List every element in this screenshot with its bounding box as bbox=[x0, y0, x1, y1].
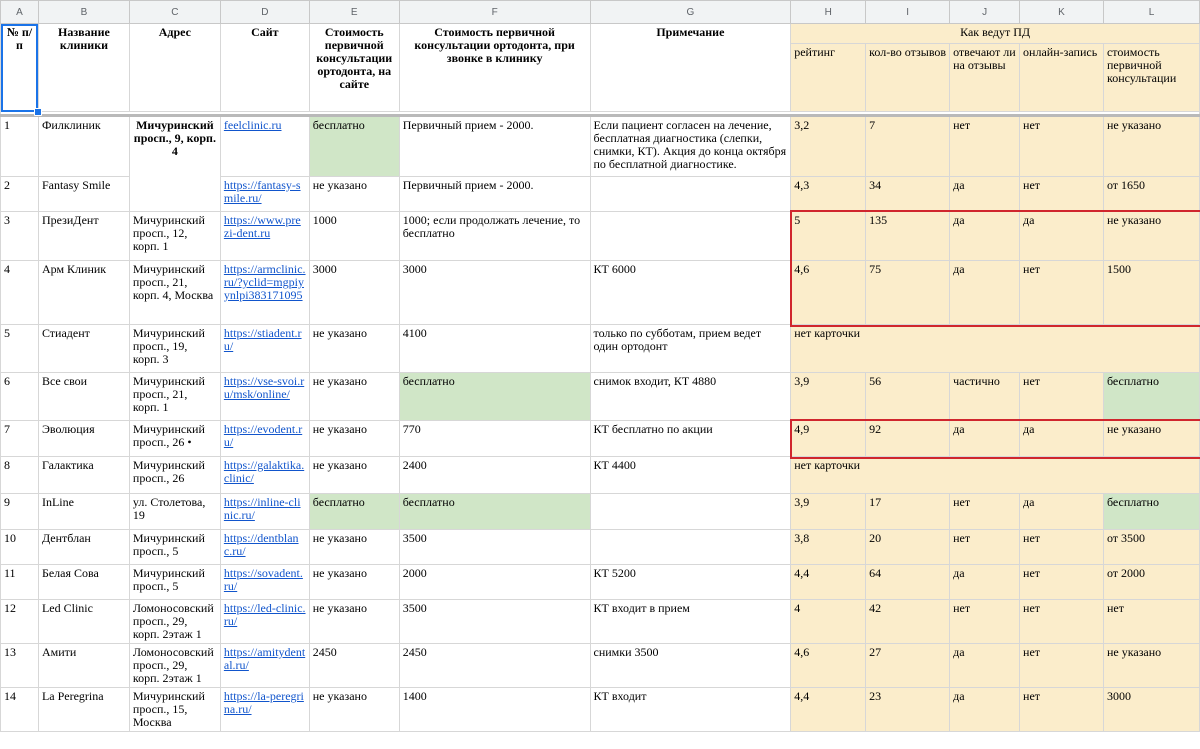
cell-rating[interactable]: 5 bbox=[791, 212, 866, 261]
cell-price-call[interactable]: Первичный прием - 2000. bbox=[399, 177, 590, 212]
site-link[interactable]: https://dentblanc.ru/ bbox=[223, 531, 299, 558]
cell-name[interactable]: Белая Сова bbox=[38, 565, 129, 600]
cell-rating[interactable]: 3,2 bbox=[791, 116, 866, 177]
header-group[interactable]: Как ведут ПД bbox=[791, 24, 1200, 44]
cell-answers[interactable]: нет bbox=[950, 600, 1020, 644]
header-name[interactable]: Название клиники bbox=[38, 24, 129, 112]
cell-site[interactable] bbox=[220, 457, 309, 494]
table-row bbox=[1, 325, 1200, 373]
cell-answers[interactable]: да bbox=[950, 261, 1020, 325]
cell-address[interactable]: Ломоносовский просп., 29, корп. 2этаж 1 bbox=[129, 600, 220, 644]
cell-answers[interactable]: да bbox=[950, 688, 1020, 732]
table-row bbox=[1, 688, 1200, 732]
column-header-b[interactable]: B bbox=[38, 1, 129, 24]
cell-note[interactable] bbox=[590, 212, 791, 261]
site-link[interactable]: feelclinic.ru bbox=[223, 118, 282, 132]
highlight-box-rows-3-4 bbox=[790, 210, 1200, 327]
cell-online[interactable]: нет bbox=[1020, 688, 1104, 732]
cell-answers[interactable]: да bbox=[950, 177, 1020, 212]
cell-reviews[interactable]: 75 bbox=[866, 261, 950, 325]
header-row bbox=[1, 24, 1200, 44]
cell-online[interactable]: да bbox=[1020, 212, 1104, 261]
cell-online[interactable]: да bbox=[1020, 494, 1104, 530]
cell-num[interactable]: 4 bbox=[1, 261, 39, 325]
cell-answers[interactable]: нет bbox=[950, 116, 1020, 177]
cell-note[interactable]: КТ 4400 bbox=[590, 457, 791, 494]
site-link[interactable]: https://armclinic.ru/?yclid=mgpiyynlpi383171095 bbox=[223, 262, 306, 302]
header-address[interactable]: Адрес bbox=[129, 24, 220, 112]
cell-name[interactable]: Эволюция bbox=[38, 421, 129, 457]
cell-address[interactable]: ул. Столетова, 19 bbox=[129, 494, 220, 530]
cell-address[interactable]: Мичуринский просп., 9, корп. 4 bbox=[129, 116, 220, 212]
cell-answers[interactable]: да bbox=[950, 644, 1020, 688]
cell-cost[interactable]: бесплатно bbox=[1103, 373, 1199, 421]
cell-answers[interactable]: да bbox=[950, 421, 1020, 457]
cell-reviews[interactable]: 56 bbox=[866, 373, 950, 421]
cell-price-call[interactable]: 1400 bbox=[399, 688, 590, 732]
cell-address[interactable]: Мичуринский просп., 15, Москва bbox=[129, 688, 220, 732]
cell-price-site[interactable]: 3000 bbox=[309, 261, 399, 325]
cell-name[interactable]: Led Clinic bbox=[38, 600, 129, 644]
cell-name[interactable]: ПрезиДент bbox=[38, 212, 129, 261]
cell-note[interactable]: Если пациент согласен на лечение, бесплатная диагностика (слепки, снимки, КТ). Акция до конца октября по бесплатной диагностике. bbox=[590, 116, 791, 177]
table-row bbox=[1, 373, 1200, 421]
cell-price-call[interactable]: бесплатно bbox=[399, 373, 590, 421]
cell-note[interactable]: снимок входит, КТ 4880 bbox=[590, 373, 791, 421]
site-link[interactable]: https://galaktika.clinic/ bbox=[223, 458, 305, 485]
cell-num[interactable]: 13 bbox=[1, 644, 39, 688]
table-row bbox=[1, 494, 1200, 530]
header-cost[interactable]: стоимость первичной консультации bbox=[1103, 44, 1199, 112]
cell-reviews[interactable]: 34 bbox=[866, 177, 950, 212]
cell-name[interactable]: InLine bbox=[38, 494, 129, 530]
cell-address[interactable]: Мичуринский просп., 26 • bbox=[129, 421, 220, 457]
selection-handle[interactable] bbox=[34, 108, 42, 116]
table-row bbox=[1, 116, 1200, 177]
cell-cost[interactable]: от 1650 bbox=[1103, 177, 1199, 212]
cell-rating[interactable]: 3,9 bbox=[791, 494, 866, 530]
cell-num[interactable]: 8 bbox=[1, 457, 39, 494]
cell-site[interactable] bbox=[220, 688, 309, 732]
cell-reviews[interactable]: 23 bbox=[866, 688, 950, 732]
cell-num[interactable]: 10 bbox=[1, 530, 39, 565]
cell-rating[interactable]: 3,8 bbox=[791, 530, 866, 565]
cell-num[interactable]: 1 bbox=[1, 116, 39, 177]
cell-online[interactable]: нет bbox=[1020, 530, 1104, 565]
cell-note[interactable]: КТ бесплатно по акции bbox=[590, 421, 791, 457]
cell-price-call[interactable]: 1000; если продолжать лечение, то бесплатно bbox=[399, 212, 590, 261]
site-link[interactable]: https://la-peregrina.ru/ bbox=[223, 689, 304, 716]
cell-name[interactable]: Все свои bbox=[38, 373, 129, 421]
cell-price-site[interactable]: не указано bbox=[309, 421, 399, 457]
cell-reviews[interactable]: 135 bbox=[866, 212, 950, 261]
cell-rating[interactable]: 4,6 bbox=[791, 261, 866, 325]
cell-rating[interactable]: 3,9 bbox=[791, 373, 866, 421]
cell-name[interactable]: Арм Клиник bbox=[38, 261, 129, 325]
cell-reviews[interactable]: 7 bbox=[866, 116, 950, 177]
cell-answers[interactable]: нет bbox=[950, 494, 1020, 530]
column-header-f[interactable]: F bbox=[399, 1, 590, 24]
cell-num[interactable]: 12 bbox=[1, 600, 39, 644]
cell-price-call[interactable]: 2450 bbox=[399, 644, 590, 688]
cell-site[interactable] bbox=[220, 530, 309, 565]
cell-reviews[interactable]: 42 bbox=[866, 600, 950, 644]
header-answers[interactable]: отвечают ли на отзывы bbox=[950, 44, 1020, 112]
cell-note[interactable]: только по субботам, прием ведет один ортодонт bbox=[590, 325, 791, 373]
column-header-l[interactable]: L bbox=[1103, 1, 1199, 24]
header-online[interactable]: онлайн-запись bbox=[1020, 44, 1104, 112]
cell-price-site[interactable]: не указано bbox=[309, 688, 399, 732]
column-header-a[interactable]: A bbox=[1, 1, 39, 24]
cell-num[interactable]: 14 bbox=[1, 688, 39, 732]
cell-site[interactable] bbox=[220, 373, 309, 421]
cell-note[interactable]: КТ входит bbox=[590, 688, 791, 732]
table-row bbox=[1, 457, 1200, 494]
cell-address[interactable]: Мичуринский просп., 5 bbox=[129, 565, 220, 600]
table-row bbox=[1, 565, 1200, 600]
cell-num[interactable]: 7 bbox=[1, 421, 39, 457]
cell-note[interactable]: КТ входит в прием bbox=[590, 600, 791, 644]
cell-cost[interactable]: не указано bbox=[1103, 116, 1199, 177]
header-rating[interactable]: рейтинг bbox=[791, 44, 866, 112]
cell-price-site[interactable]: не указано bbox=[309, 530, 399, 565]
cell-price-call[interactable]: бесплатно bbox=[399, 494, 590, 530]
site-link[interactable]: https://fantasy-smile.ru/ bbox=[223, 178, 301, 205]
cell-cost[interactable]: от 3500 bbox=[1103, 530, 1199, 565]
cell-name[interactable]: Филклиник bbox=[38, 116, 129, 177]
cell-num[interactable]: 5 bbox=[1, 325, 39, 373]
cell-site[interactable] bbox=[220, 494, 309, 530]
cell-price-site[interactable]: не указано bbox=[309, 325, 399, 373]
cell-no-card[interactable]: нет карточки bbox=[791, 325, 1200, 373]
cell-rating[interactable]: 4,4 bbox=[791, 565, 866, 600]
cell-reviews[interactable]: 20 bbox=[866, 530, 950, 565]
cell-address[interactable]: Ломоносовский просп., 29, корп. 2этаж 1 bbox=[129, 644, 220, 688]
column-header-h[interactable]: H bbox=[791, 1, 866, 24]
cell-price-site[interactable]: бесплатно bbox=[309, 116, 399, 177]
cell-online[interactable]: нет bbox=[1020, 373, 1104, 421]
site-link[interactable]: https://led-clinic.ru/ bbox=[223, 601, 306, 628]
cell-address[interactable]: Мичуринский просп., 5 bbox=[129, 530, 220, 565]
cell-address[interactable]: Мичуринский просп., 21, корп. 1 bbox=[129, 373, 220, 421]
cell-online[interactable]: нет bbox=[1020, 116, 1104, 177]
cell-address[interactable]: Мичуринский просп., 12, корп. 1 bbox=[129, 212, 220, 261]
cell-site[interactable] bbox=[220, 565, 309, 600]
site-link[interactable]: https://amitydental.ru/ bbox=[223, 645, 306, 672]
cell-rating[interactable]: 4,4 bbox=[791, 688, 866, 732]
cell-price-call[interactable]: 770 bbox=[399, 421, 590, 457]
cell-name[interactable]: Дентблан bbox=[38, 530, 129, 565]
header-site[interactable]: Сайт bbox=[220, 24, 309, 112]
cell-cost[interactable]: не указано bbox=[1103, 212, 1199, 261]
cell-num[interactable]: 11 bbox=[1, 565, 39, 600]
cell-note[interactable]: КТ 5200 bbox=[590, 565, 791, 600]
header-reviews[interactable]: кол-во отзывов bbox=[866, 44, 950, 112]
cell-num[interactable]: 9 bbox=[1, 494, 39, 530]
cell-address[interactable]: Мичуринский просп., 21, корп. 4, Москва bbox=[129, 261, 220, 325]
cell-num[interactable]: 2 bbox=[1, 177, 39, 212]
cell-reviews[interactable]: 27 bbox=[866, 644, 950, 688]
cell-cost[interactable]: не указано bbox=[1103, 644, 1199, 688]
cell-note[interactable] bbox=[590, 494, 791, 530]
cell-site[interactable] bbox=[220, 177, 309, 212]
selection-outline bbox=[1, 24, 39, 112]
cell-answers[interactable]: частично bbox=[950, 373, 1020, 421]
cell-online[interactable]: нет bbox=[1020, 644, 1104, 688]
cell-answers[interactable]: нет bbox=[950, 530, 1020, 565]
cell-note[interactable] bbox=[590, 530, 791, 565]
cell-answers[interactable]: да bbox=[950, 565, 1020, 600]
cell-price-call[interactable]: Первичный прием - 2000. bbox=[399, 116, 590, 177]
cell-name[interactable]: Амити bbox=[38, 644, 129, 688]
cell-cost[interactable]: не указано bbox=[1103, 421, 1199, 457]
cell-price-site[interactable]: 2450 bbox=[309, 644, 399, 688]
cell-price-site[interactable]: 1000 bbox=[309, 212, 399, 261]
cell-site[interactable] bbox=[220, 116, 309, 177]
cell-num[interactable]: 6 bbox=[1, 373, 39, 421]
cell-name[interactable]: Стиадент bbox=[38, 325, 129, 373]
cell-rating[interactable]: 4,9 bbox=[791, 421, 866, 457]
cell-online[interactable]: нет bbox=[1020, 261, 1104, 325]
cell-name[interactable]: La Peregrina bbox=[38, 688, 129, 732]
cell-site[interactable] bbox=[220, 644, 309, 688]
site-link[interactable]: https://inline-clinic.ru/ bbox=[223, 495, 301, 522]
cell-cost[interactable]: нет bbox=[1103, 600, 1199, 644]
cell-site[interactable] bbox=[220, 212, 309, 261]
header-price-site[interactable]: Стоимость первичной консультации ортодонта, на сайте bbox=[309, 24, 399, 112]
site-link[interactable]: https://stiadent.ru/ bbox=[223, 326, 302, 353]
cell-note[interactable]: КТ 6000 bbox=[590, 261, 791, 325]
cell-online[interactable]: да bbox=[1020, 421, 1104, 457]
cell-site[interactable] bbox=[220, 421, 309, 457]
cell-price-site[interactable]: не указано bbox=[309, 177, 399, 212]
cell-answers[interactable]: да bbox=[950, 212, 1020, 261]
cell-reviews[interactable]: 17 bbox=[866, 494, 950, 530]
cell-online[interactable]: нет bbox=[1020, 177, 1104, 212]
cell-address[interactable]: Мичуринский просп., 19, корп. 3 bbox=[129, 325, 220, 373]
cell-note[interactable] bbox=[590, 177, 791, 212]
cell-site[interactable] bbox=[220, 325, 309, 373]
cell-online[interactable]: нет bbox=[1020, 600, 1104, 644]
site-link[interactable]: https://vse-svoi.ru/msk/online/ bbox=[223, 374, 305, 401]
highlight-box-row-7 bbox=[790, 419, 1200, 459]
column-header-g[interactable]: G bbox=[590, 1, 791, 24]
site-link[interactable]: https://sovadent.ru/ bbox=[223, 566, 303, 593]
cell-cost[interactable]: бесплатно bbox=[1103, 494, 1199, 530]
cell-reviews[interactable]: 92 bbox=[866, 421, 950, 457]
cell-price-site[interactable]: не указано bbox=[309, 600, 399, 644]
cell-rating[interactable]: 4,3 bbox=[791, 177, 866, 212]
table-row bbox=[1, 644, 1200, 688]
column-header-d[interactable]: D bbox=[220, 1, 309, 24]
table-row bbox=[1, 600, 1200, 644]
cell-online[interactable]: нет bbox=[1020, 565, 1104, 600]
cell-price-site[interactable]: бесплатно bbox=[309, 494, 399, 530]
cell-num[interactable]: 3 bbox=[1, 212, 39, 261]
column-header-c[interactable]: C bbox=[129, 1, 220, 24]
column-header-j[interactable]: J bbox=[950, 1, 1020, 24]
header-note[interactable]: Примечание bbox=[590, 24, 791, 112]
cell-note[interactable]: снимки 3500 bbox=[590, 644, 791, 688]
site-link[interactable]: https://www.prezi-dent.ru bbox=[223, 213, 301, 240]
cell-site[interactable] bbox=[220, 600, 309, 644]
cell-cost[interactable]: от 2000 bbox=[1103, 565, 1199, 600]
cell-price-call[interactable]: 2000 bbox=[399, 565, 590, 600]
cell-price-site[interactable]: не указано bbox=[309, 457, 399, 494]
column-header-k[interactable]: K bbox=[1020, 1, 1104, 24]
cell-price-call[interactable]: 2400 bbox=[399, 457, 590, 494]
site-link[interactable]: https://evodent.ru/ bbox=[223, 422, 303, 449]
cell-name[interactable]: Fantasy Smile bbox=[38, 177, 129, 212]
cell-price-call[interactable]: 4100 bbox=[399, 325, 590, 373]
cell-rating[interactable]: 4,6 bbox=[791, 644, 866, 688]
header-price-call[interactable]: Стоимость первичной консультации ортодонта, при звонке в клинику bbox=[399, 24, 590, 112]
cell-name[interactable]: Галактика bbox=[38, 457, 129, 494]
cell-price-site[interactable]: не указано bbox=[309, 373, 399, 421]
cell-no-card[interactable]: нет карточки bbox=[791, 457, 1200, 494]
cell-price-call[interactable]: 3500 bbox=[399, 530, 590, 565]
cell-rating[interactable]: 4 bbox=[791, 600, 866, 644]
cell-cost[interactable]: 1500 bbox=[1103, 261, 1199, 325]
table-row bbox=[1, 530, 1200, 565]
column-header-i[interactable]: I bbox=[866, 1, 950, 24]
cell-cost[interactable]: 3000 bbox=[1103, 688, 1199, 732]
cell-price-site[interactable]: не указано bbox=[309, 565, 399, 600]
column-header-e[interactable]: E bbox=[309, 1, 399, 24]
cell-address[interactable]: Мичуринский просп., 26 bbox=[129, 457, 220, 494]
cell-site[interactable] bbox=[220, 261, 309, 325]
cell-reviews[interactable]: 64 bbox=[866, 565, 950, 600]
cell-price-call[interactable]: 3000 bbox=[399, 261, 590, 325]
cell-price-call[interactable]: 3500 bbox=[399, 600, 590, 644]
header-num[interactable]: № п/п bbox=[1, 24, 39, 112]
column-header-row bbox=[1, 1, 1200, 24]
